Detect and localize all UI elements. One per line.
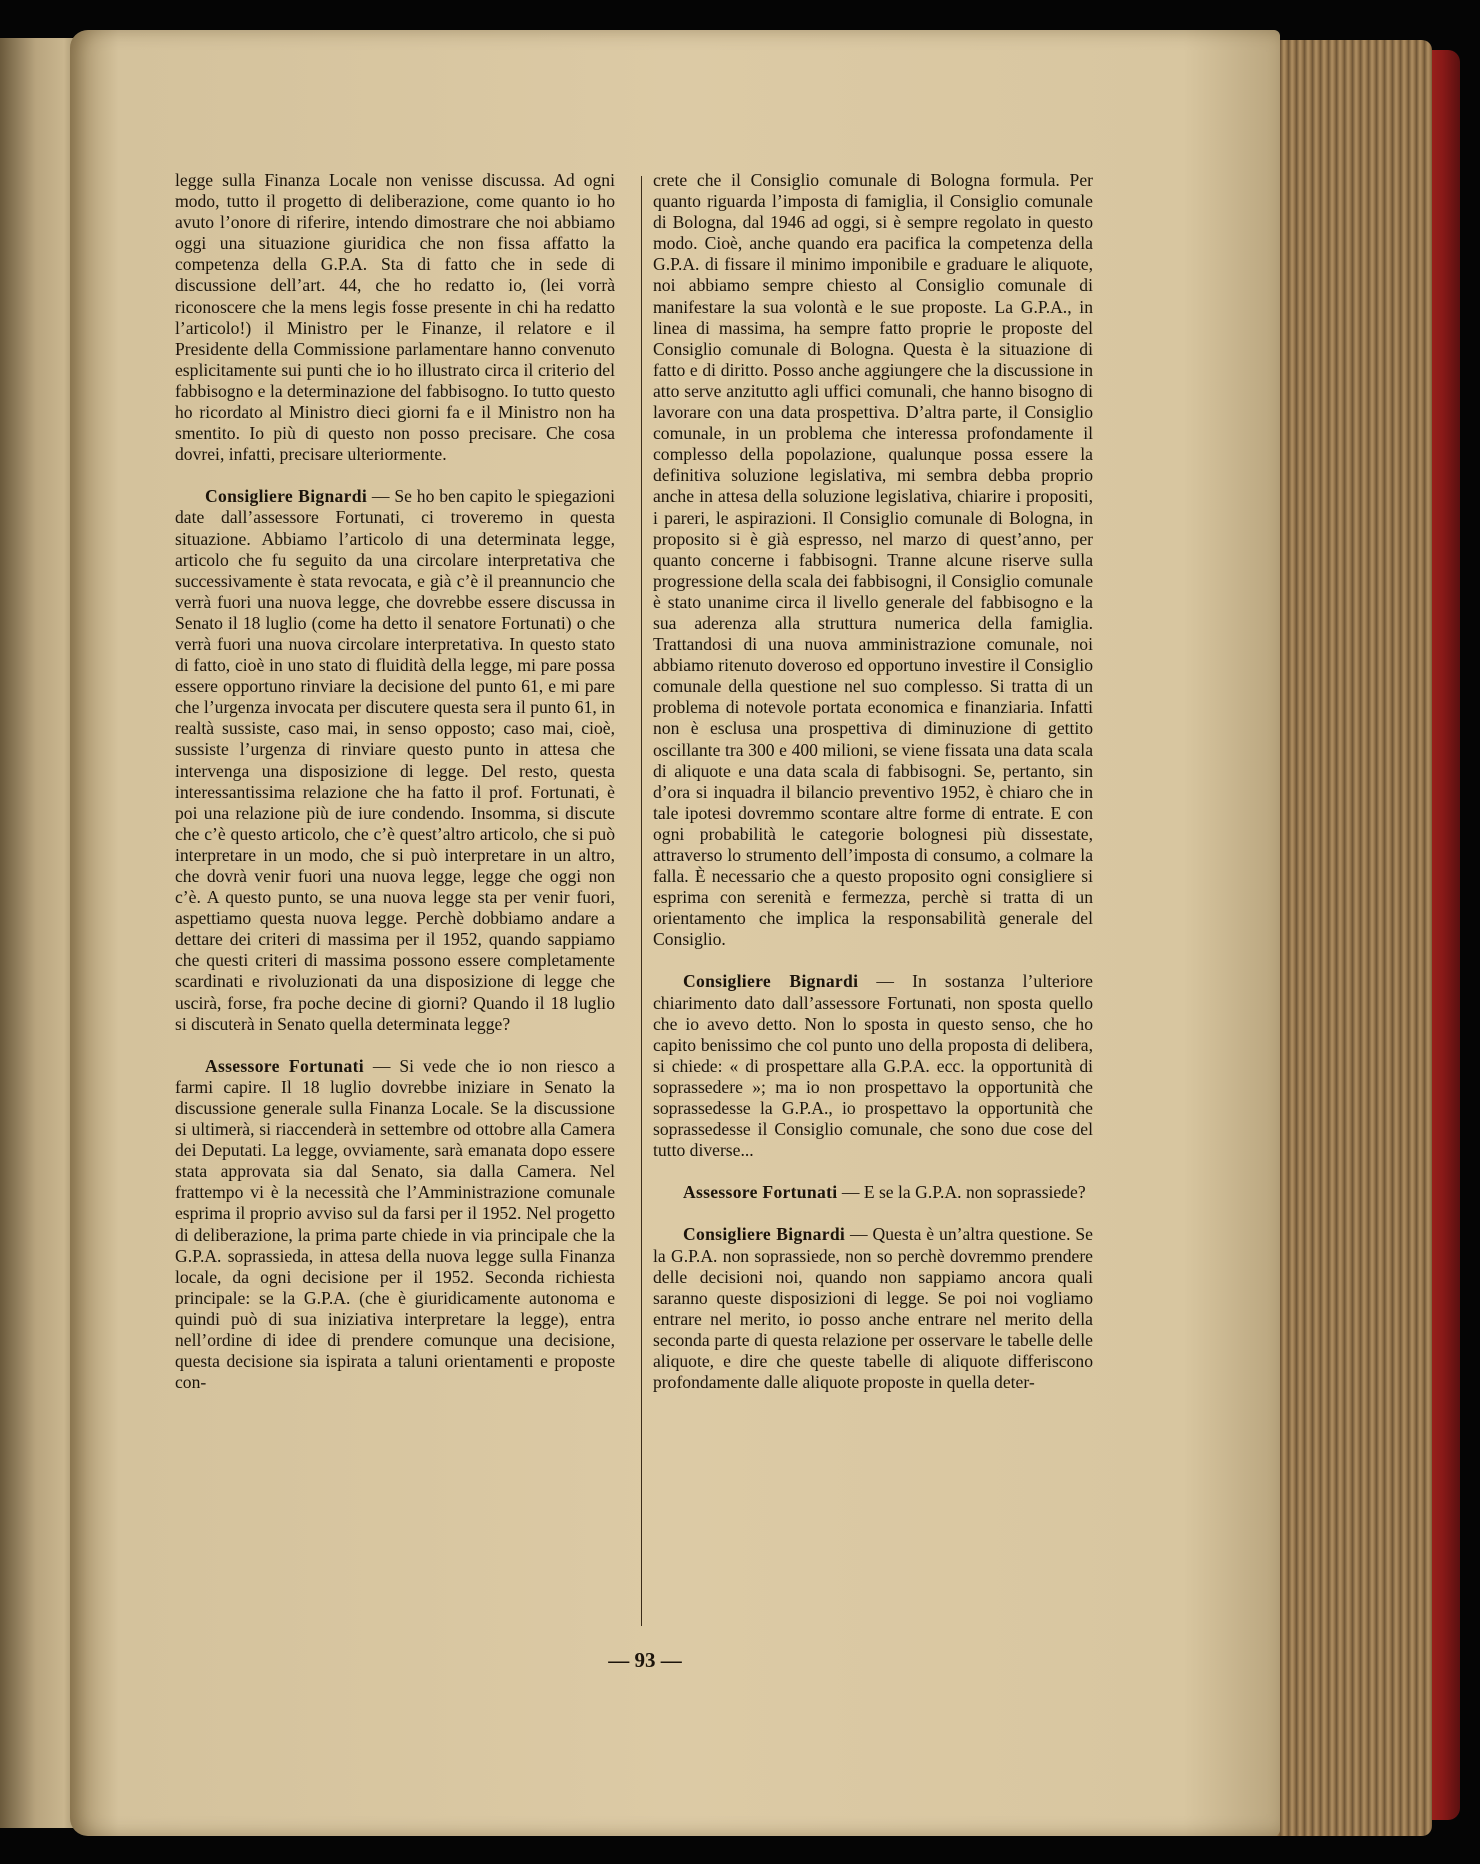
speaker-name: Consigliere Bignardi	[205, 486, 368, 507]
speech-text: — Si vede che io non riesco a farmi capire. Il 18 luglio dovrebbe iniziare in Senato la discussione generale sulla Finanza Locale. Se la discussione si ultimerà, si riaccenderà in settembre od ottobre alla Camera dei Deputati. La legge, ovviamente, sarà emanata dopo essere stata approvata sia dal Senato, sia dalla Camera. Nel frattempo vi è la necessità che l’Amministrazione comunale esprima il proprio avviso sul da farsi per il 1952. Nel progetto di deliberazione, la prima parte chiede in via principale che la G.P.A. soprassieda, in attesa della nuova legge sulla Finanza locale, da ogni decisione per il 1952. Seconda richiesta principale: se la G.P.A. (che è giuridicamente autonoma e quindi può di sua iniziativa interpretare la legge), entra nell’ordine di idee di prendere comunque una decisione, questa decisione sia ispirata a taluni orientamenti e proposte con-	[175, 1055, 615, 1393]
right-column	[653, 170, 1093, 1393]
speech-text: — E se la G.P.A. non soprassiede?	[837, 1182, 1086, 1203]
paragraph	[653, 1224, 1093, 1393]
paragraph	[653, 971, 1093, 1161]
speech-text: — In sostanza l’ulteriore chiarimento dato dall’assessore Fortunati, non sposta quello che io avevo detto. Non lo sposta in questo senso, che ho capito benissimo che col punto uno della proposta di delibera, si chiede: « di prospettare alla G.P.A. ecc. la opportunità di soprassedere »; ma io non prospettavo la opportunità che soprassedesse la G.P.A., io prospettavo la opportunità che soprassedesse il Consiglio comunale, che sono due cose del tutto diverse...	[653, 971, 1093, 1161]
paragraph	[653, 1182, 1093, 1203]
speech-text: — Questa è un’altra questione. Se la G.P.A. non soprassiede, non so perchè dovremmo prendere delle decisioni noi, quando non sappiamo ancora quali saranno queste disposizioni di legge. Se poi noi vogliamo entrare nel merito, io posso anche entrare nel merito della seconda parte di questa relazione per osservare le tabelle delle aliquote, e dire che queste tabelle di aliquote differiscono profondamente dalle aliquote proposte in quella deter-	[653, 1224, 1093, 1393]
left-column	[175, 170, 615, 1393]
speech-text: — Se ho ben capito le spiegazioni date dall’assessore Fortunati, ci troveremo in questa situazione. Abbiamo l’articolo di una determinata legge, articolo che fu seguito da una circolare interpretativa che successivamente è stata revocata, e già c’è il preannuncio che verrà fuori una nuova legge, che dovrebbe essere discussa in Senato il 18 luglio (come ha detto il senatore Fortunati) o che verrà fuori una nuova circolare interpretativa. In questo stato di fatto, cioè in uno stato di fluidità della legge, mi pare possa essere opportuno rinviare la decisione del punto 61, e mi pare che l’urgenza invocata per discutere questa sera il punto 61, in realtà sussiste, caso mai, in senso opposto; caso mai, cioè, sussiste l’urgenza di rinviare questo punto in attesa che intervenga una disposizione di legge. Del resto, questa interessantissima relazione che ha fatto il prof. Fortunati, è poi una relazione più de iure condendo. Insomma, si discute che c’è questo articolo, che c’è quest’altro articolo, che si può interpretare in un modo, che si può interpretare in un altro, che dovrà venir fuori una nuova legge, legge che oggi non c’è. A questo punto, se una nuova legge sta per venir fuori, aspettiamo questa nuova legge. Perchè dobbiamo andare a dettare dei criteri di massima per il 1952, quando sappiamo che questi criteri di massima possono essere completamente scardinati e rivoluzionati da una disposizione di legge che uscirà, forse, fra poche decine di giorni? Quando il 18 luglio si discuterà in Senato quella determinata legge?	[175, 486, 615, 1034]
speaker-name: Consigliere Bignardi	[683, 1224, 846, 1245]
speaker-name: Assessore Fortunati	[683, 1182, 838, 1203]
left-page-edge	[0, 38, 80, 1828]
column-divider	[641, 176, 642, 1626]
paragraph	[175, 486, 615, 1034]
speaker-name: Assessore Fortunati	[205, 1055, 364, 1076]
paragraph: crete che il Consiglio comunale di Bologna formula. Per quanto riguarda l’imposta di famiglia, il Consiglio comunale di Bologna, dal 1946 ad oggi, si è sempre regolato in questo modo. Cioè, anche quando era pacifica la competenza della G.P.A. di fissare il minimo imponibile e graduare le aliquote, noi abbiamo sempre chiesto al Consiglio comunale di manifestare la sua volontà e le sue proposte. La G.P.A., in linea di massima, ha sempre fatto proprie le proposte del Consiglio comunale di Bologna. Questa è la situazione di fatto e di diritto. Posso anche aggiungere che la discussione in atto serve anzitutto agli uffici comunali, che hanno bisogno di lavorare con una data prospettiva. D’altra parte, il Consiglio comunale, in un problema che interessa profondamente il complesso della popolazione, qualunque possa essere la definitiva soluzione legislativa, mi sembra debba proprio anche in attesa della soluzione legislativa, chiarire i propositi, i pareri, le aspirazioni. Il Consiglio comunale di Bologna, in proposito si è già espresso, nel marzo di quest’anno, per quanto concerne i fabbisogni. Tranne alcune riserve sulla progressione della scala dei fabbisogni, il Consiglio comunale è stato unanime circa il livello generale del fabbisogno e la sua aderenza alla struttura numerica della famiglia. Trattandosi di una nuova amministrazione comunale, noi abbiamo ritenuto doveroso ed opportuno investire il Consiglio comunale della questione nel suo complesso. Si tratta di un problema di notevole portata economica e finanziaria. Infatti non è esclusa una prospettiva di diminuzione di gettito oscillante tra 300 e 400 milioni, se viene fissata una data scala di aliquote e una data scala di fabbisogni. Se, pertanto, sin d’ora si inquadra il bilancio preventivo 1952, è chiaro che in tale ipotesi dovremmo scontare altre forme di entrate. E con ogni probabilità le categorie bolognesi più dissestate, attraverso lo strumento dell’imposta di consumo, a colmare la falla. È necessario che a questo proposito ogni consigliere si esprima con serenità e fermezza, perchè si tratta di un orientamento che implica la responsabilità generale del Consiglio.	[653, 170, 1093, 950]
paragraph	[175, 1056, 615, 1394]
paragraph: legge sulla Finanza Locale non venisse discussa. Ad ogni modo, tutto il progetto di deliberazione, come quanto io ho avuto l’onore di riferire, intendo dimostrare che noi abbiamo oggi una situazione giuridica che non fissa affatto la competenza della G.P.A. Sta di fatto che in sede di discussione dell’art. 44, che ho redatto io, (lei vorrà riconoscere che la mens legis fosse presente in chi ha redatto l’articolo!) il Ministro per le Finanze, il relatore e il Presidente della Commissione parlamentare hanno convenuto esplicitamente sui punti che io ho illustrato circa il criterio del fabbisogno e la determinazione del fabbisogno. Io tutto questo ho ricordato al Ministro dieci giorni fa e il Ministro non ha smentito. Io più di questo non posso precisare. Che cosa dovrei, infatti, precisare ulteriormente.	[175, 170, 615, 465]
speaker-name: Consigliere Bignardi	[683, 971, 859, 992]
page-edges	[1272, 40, 1432, 1836]
page-number: — 93 —	[608, 1648, 682, 1672]
